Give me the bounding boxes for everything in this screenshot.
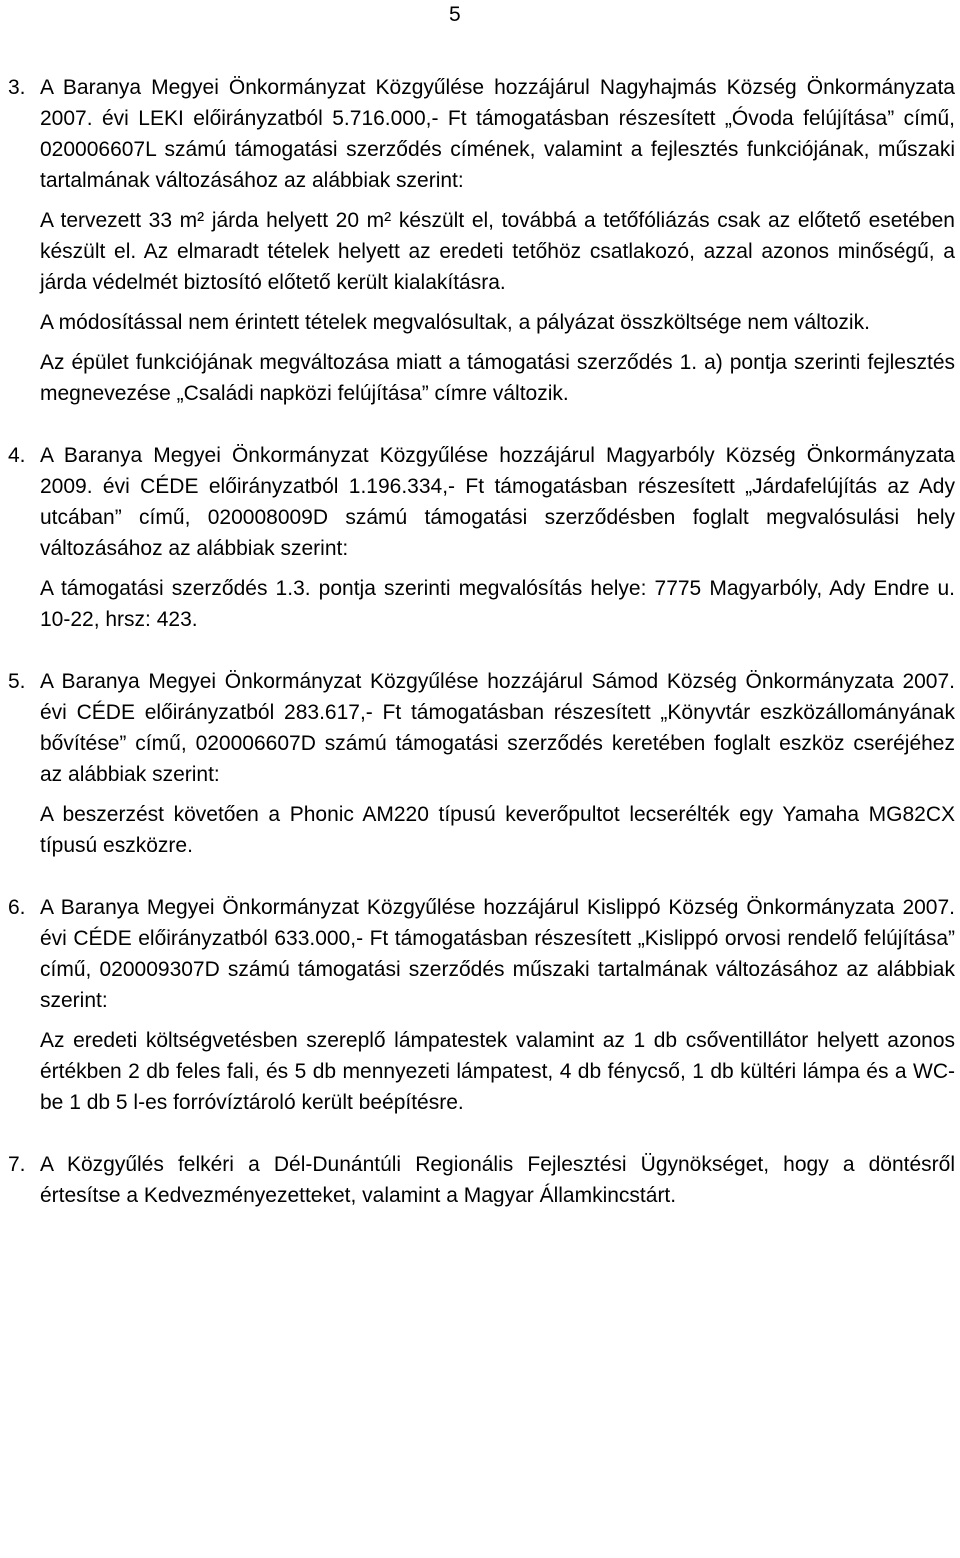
resolution-item-3 xyxy=(8,72,955,409)
item-number: 5. xyxy=(8,670,26,693)
paragraph: A Baranya Megyei Önkormányzat Közgyűlése hozzájárul Kislippó Község Önkormányzata 2007. évi CÉDE előirányzatból 633.000,- Ft támogatásban részesített „Kislippó orvosi rendelő felújítása” című, 020009307D számú támogatási szerződés műszaki tartalmának változásához az alábbiak szerint: xyxy=(40,896,955,1012)
paragraph: A módosítással nem érintett tételek megvalósultak, a pályázat összköltsége nem változik. xyxy=(40,311,870,334)
paragraph: Az épület funkciójának megváltozása miatt a támogatási szerződés 1. a) pontja szerinti fejlesztés megnevezése „Családi napközi felújítása” címre változik. xyxy=(40,351,955,405)
item-body xyxy=(40,1149,955,1211)
page-number: 5 xyxy=(449,3,461,26)
paragraph: A Baranya Megyei Önkormányzat Közgyűlése hozzájárul Sámod Község Önkormányzata 2007. évi CÉDE előirányzatból 283.617,- Ft támogatásban részesített „Könyvtár eszközállományának bővítése” című, 020006607D számú támogatási szerződés keretében foglalt eszköz cseréjéhez az alábbiak szerint: xyxy=(40,670,955,786)
resolution-item-6 xyxy=(8,892,955,1118)
item-number: 4. xyxy=(8,444,26,467)
paragraph: A beszerzést követően a Phonic AM220 típusú keverőpultot lecserélték egy Yamaha MG82CX típusú eszközre. xyxy=(40,803,955,857)
document-body xyxy=(8,72,955,1211)
resolution-item-5 xyxy=(8,666,955,861)
paragraph: A Baranya Megyei Önkormányzat Közgyűlése hozzájárul Nagyhajmás Község Önkormányzata 2007. évi LEKI előirányzatból 5.716.000,- Ft támogatásban részesített „Óvoda felújítása” című, 020006607L számú támogatási szerződés címének, valamint a fejlesztés funkciójának, műszaki tartalmának változásához az alábbiak szerint: xyxy=(40,76,955,192)
paragraph: A tervezett 33 m² járda helyett 20 m² készült el, továbbá a tetőfóliázás csak az előtető esetében készült el. Az elmaradt tételek helyett az eredeti tetőhöz csatlakozó, azzal azonos minőségű, a járda védelmét biztosító előtető került kialakításra. xyxy=(40,209,955,294)
paragraph: A támogatási szerződés 1.3. pontja szerinti megvalósítás helye: 7775 Magyarbóly, Ady Endre u. 10-22, hrsz: 423. xyxy=(40,577,955,631)
resolution-item-4 xyxy=(8,440,955,635)
item-body xyxy=(40,72,955,409)
paragraph: A Baranya Megyei Önkormányzat Közgyűlése hozzájárul Magyarbóly Község Önkormányzata 2009. évi CÉDE előirányzatból 1.196.334,- Ft támogatásban részesített „Járdafelújítás az Ady utcában” című, 020008009D számú támogatási szerződésben foglalt megvalósulási hely változásához az alábbiak szerint: xyxy=(40,444,955,560)
item-number: 3. xyxy=(8,76,26,99)
item-body xyxy=(40,892,955,1118)
item-body xyxy=(40,666,955,861)
paragraph: Az eredeti költségvetésben szereplő lámpatestek valamint az 1 db csőventillátor helyett azonos értékben 2 db feles fali, és 5 db mennyezeti lámpatest, 4 db fénycső, 1 db kültéri lámpa és a WC-be 1 db 5 l-es forróvíztároló került beépítésre. xyxy=(40,1029,955,1114)
item-number: 6. xyxy=(8,896,26,919)
resolution-item-7 xyxy=(8,1149,955,1211)
item-number: 7. xyxy=(8,1153,26,1176)
item-body xyxy=(40,440,955,635)
paragraph: A Közgyűlés felkéri a Dél-Dunántúli Regionális Fejlesztési Ügynökséget, hogy a döntésről értesítse a Kedvezményezetteket, valamint a Magyar Államkincstárt. xyxy=(40,1153,955,1207)
